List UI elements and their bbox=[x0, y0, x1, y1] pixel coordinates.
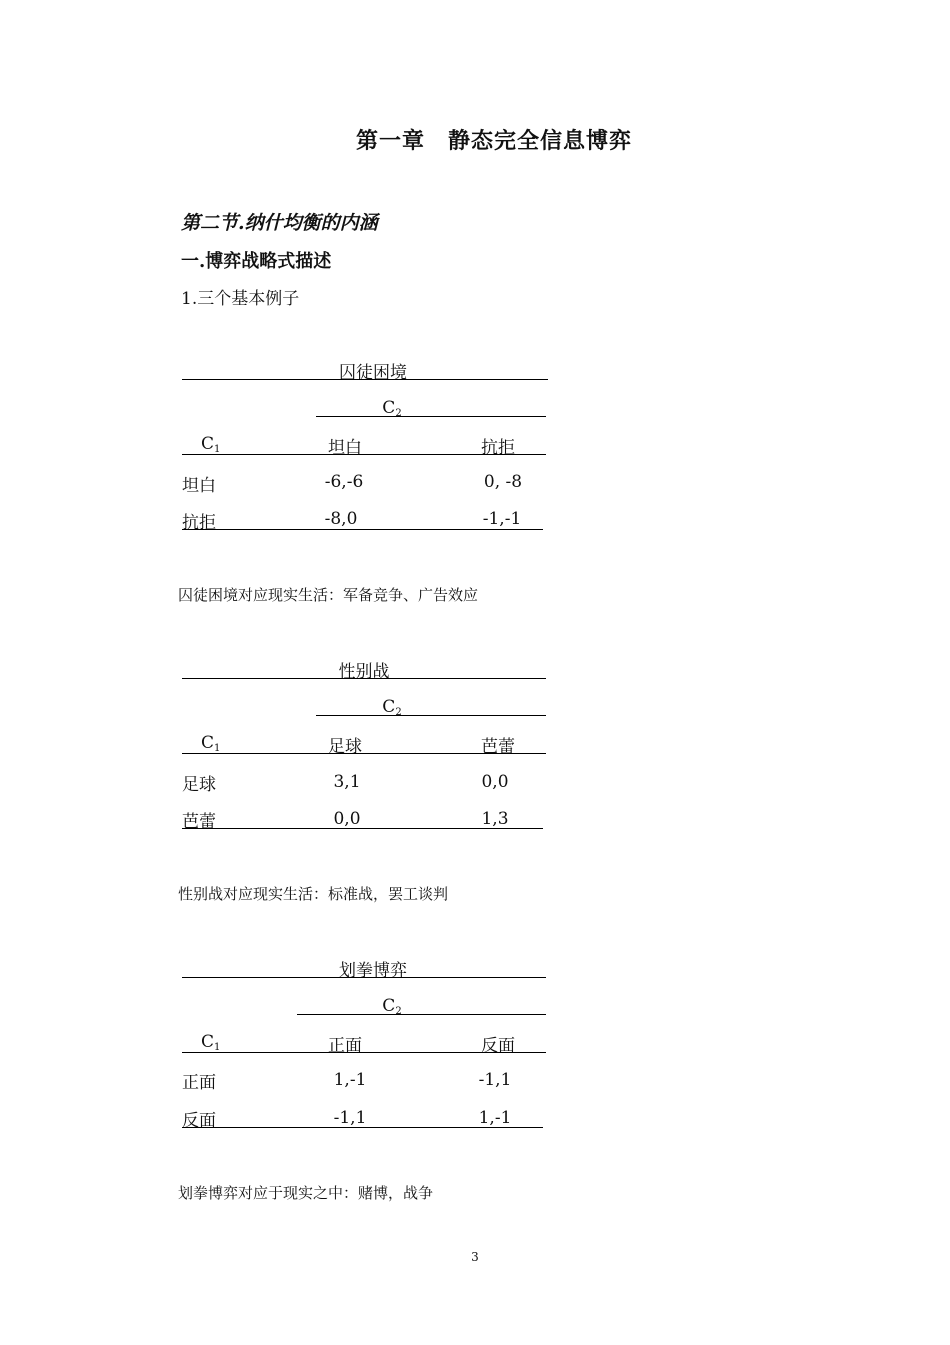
column-player-label: $C_2$ bbox=[382, 398, 402, 419]
table-rule bbox=[182, 1052, 546, 1053]
column-strategy: 芭蕾 bbox=[481, 737, 515, 757]
payoff-cell: 1,-1 bbox=[478, 1108, 512, 1128]
column-player-label: $C_2$ bbox=[382, 996, 402, 1017]
game-title: 划拳博弈 bbox=[339, 961, 407, 981]
item-title: 1.三个基本例子 bbox=[181, 289, 300, 309]
payoff-cell: 0, -8 bbox=[483, 472, 523, 492]
table-rule bbox=[316, 416, 546, 417]
game-note: 性别战对应现实生活：标准战，罢工谈判 bbox=[178, 885, 449, 903]
table-rule bbox=[316, 715, 546, 716]
row-player-label: $C_1$ bbox=[201, 733, 221, 754]
table-rule bbox=[182, 379, 548, 380]
payoff-cell: 0,0 bbox=[481, 772, 509, 792]
payoff-cell: 3,1 bbox=[333, 772, 361, 792]
chapter-title: 第一章 静态完全信息博弈 bbox=[355, 128, 632, 154]
column-strategy: 坦白 bbox=[328, 438, 362, 458]
row-player-label: $C_1$ bbox=[201, 434, 221, 455]
section-title: 第二节.纳什均衡的内涵 bbox=[181, 212, 378, 234]
column-strategy: 反面 bbox=[481, 1036, 515, 1056]
payoff-cell: -1,1 bbox=[478, 1070, 512, 1090]
table-rule bbox=[182, 753, 546, 754]
column-strategy: 足球 bbox=[328, 737, 362, 757]
table-rule bbox=[182, 529, 543, 530]
table-rule bbox=[297, 1014, 546, 1015]
game-title: 性别战 bbox=[338, 662, 390, 682]
row-strategy: 反面 bbox=[182, 1111, 216, 1131]
row-strategy: 抗拒 bbox=[182, 513, 216, 533]
payoff-cell: -6,-6 bbox=[324, 472, 364, 492]
payoff-cell: 1,-1 bbox=[333, 1070, 367, 1090]
payoff-cell: -8,0 bbox=[324, 509, 358, 529]
table-rule bbox=[182, 454, 546, 455]
row-strategy: 芭蕾 bbox=[182, 812, 216, 832]
column-player-label: $C_2$ bbox=[382, 697, 402, 718]
game-title: 囚徒困境 bbox=[339, 363, 407, 383]
row-strategy: 足球 bbox=[182, 775, 216, 795]
payoff-cell: -1,1 bbox=[333, 1108, 367, 1128]
row-strategy: 坦白 bbox=[182, 476, 216, 496]
payoff-cell: 1,3 bbox=[481, 809, 509, 829]
table-rule bbox=[182, 1127, 543, 1128]
table-rule bbox=[182, 828, 543, 829]
payoff-cell: 0,0 bbox=[333, 809, 361, 829]
row-strategy: 正面 bbox=[182, 1073, 216, 1093]
column-strategy: 正面 bbox=[328, 1036, 362, 1056]
payoff-cell: -1,-1 bbox=[482, 509, 522, 529]
row-player-label: $C_1$ bbox=[201, 1032, 221, 1053]
page-number: 3 bbox=[471, 1250, 479, 1264]
table-rule bbox=[182, 678, 546, 679]
table-rule bbox=[182, 977, 546, 978]
column-strategy: 抗拒 bbox=[481, 438, 515, 458]
subsection-title: 一.博弈战略式描述 bbox=[181, 251, 332, 272]
game-note: 囚徒困境对应现实生活：军备竞争、广告效应 bbox=[178, 586, 479, 604]
game-note: 划拳博弈对应于现实之中：赌博，战争 bbox=[178, 1184, 434, 1202]
